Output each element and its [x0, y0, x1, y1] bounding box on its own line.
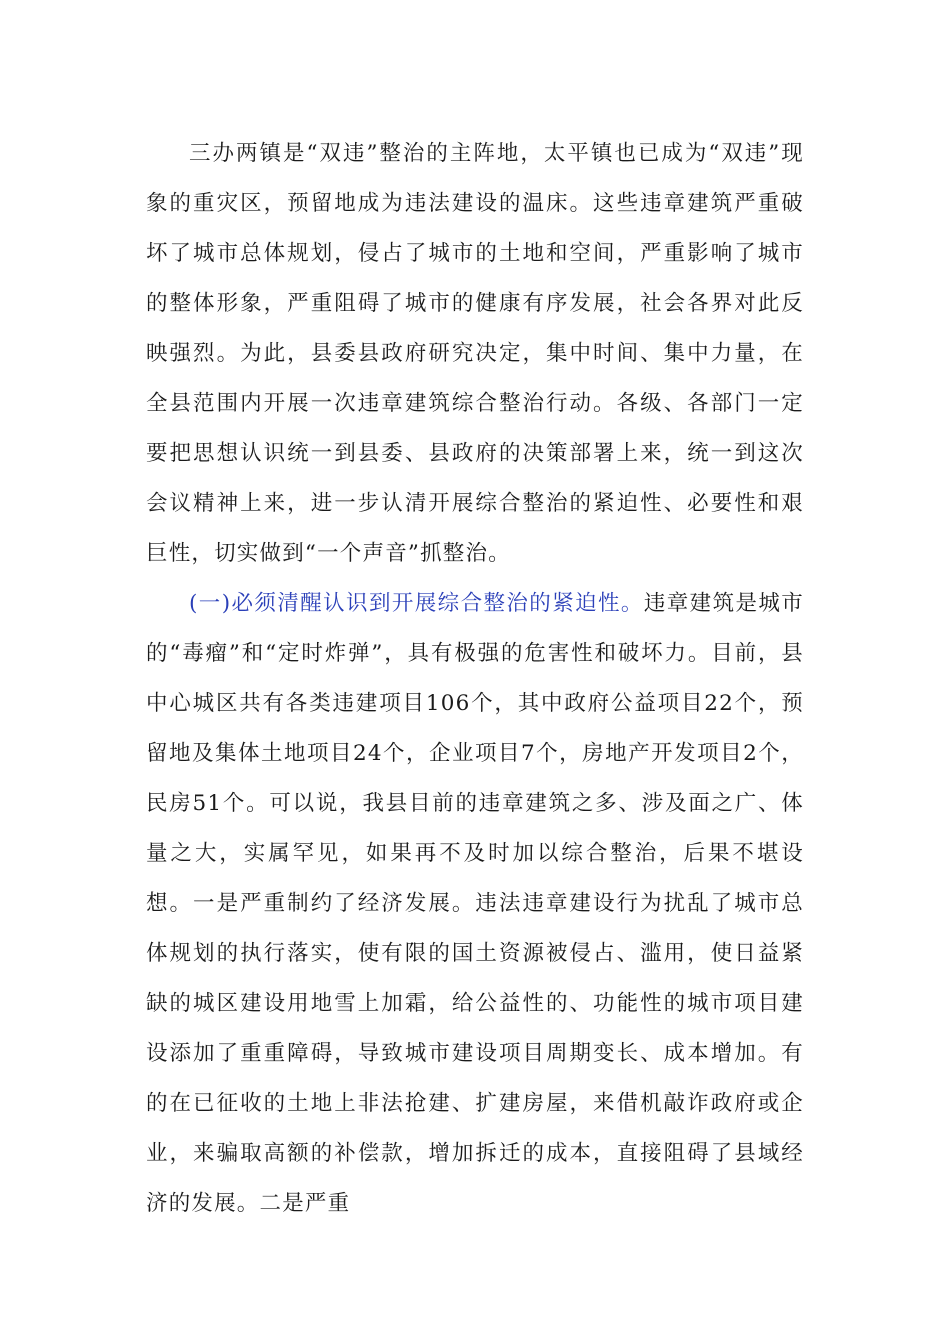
section-body-text: 违章建筑是城市的“毒瘤”和“定时炸弹”，具有极强的危害性和破坏力。目前，县中心城区共有各类违建项目106个，其中政府公益项目22个，预留地及集体土地项目24个，企业项目7个，房地产开发项目2个，民房51个。可以说，我县目前的违章建筑之多、涉及面之广、体量之大，实属罕见，如果再不及时加以综合整治，后果不堪设想。一是严重制约了经济发展。违法违章建设行为扰乱了城市总体规划的执行落实，使有限的国土资源被侵占、滥用，使日益紧缺的城区建设用地雪上加霜，给公益性的、功能性的城市项目建设添加了重重障碍，导致城市建设项目周期变长、成本增加。有的在已征收的土地上非法抢建、扩建房屋，来借机敲诈政府或企业，来骗取高额的补偿款，增加拆迁的成本，直接阻碍了县域经济的发展。二是严重: [146, 591, 804, 1216]
paragraph-section-1: [146, 579, 804, 1229]
document-body: [146, 129, 804, 1229]
section-heading: (一)必须清醒认识到开展综合整治的紧迫性。: [189, 591, 644, 616]
paragraph-intro: 三办两镇是“双违”整治的主阵地，太平镇也已成为“双违”现象的重灾区，预留地成为违法建设的温床。这些违章建筑严重破坏了城市总体规划，侵占了城市的土地和空间，严重影响了城市的整体形象，严重阻碍了城市的健康有序发展，社会各界对此反映强烈。为此，县委县政府研究决定，集中时间、集中力量，在全县范围内开展一次违章建筑综合整治行动。各级、各部门一定要把思想认识统一到县委、县政府的决策部署上来，统一到这次会议精神上来，进一步认清开展综合整治的紧迫性、必要性和艰巨性，切实做到“一个声音”抓整治。: [146, 141, 804, 566]
